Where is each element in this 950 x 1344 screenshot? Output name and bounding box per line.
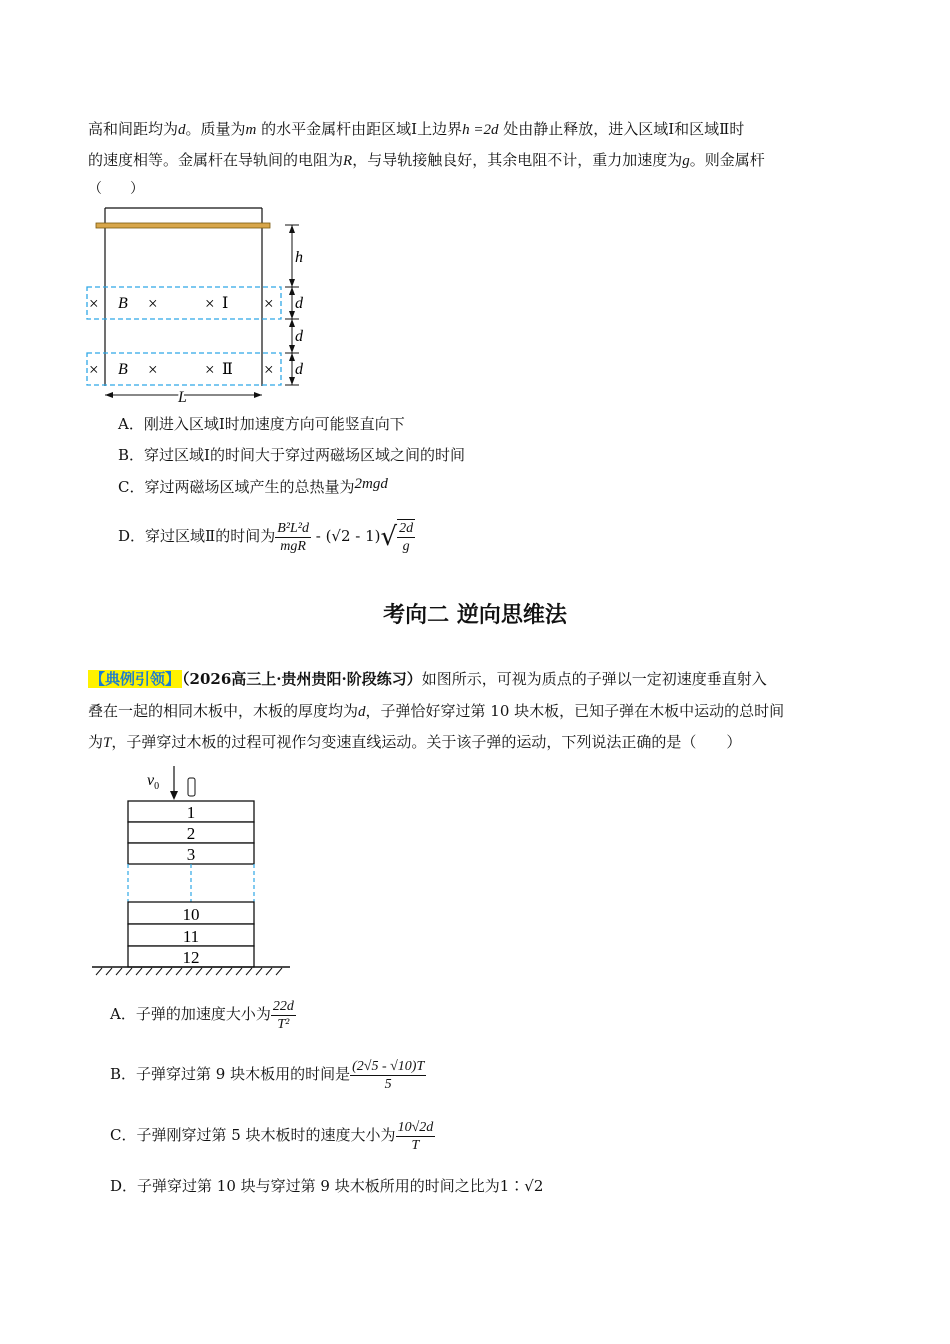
cross-mark: × [89,360,99,379]
cross-mark: × [205,294,215,313]
rail-magnetic-field-figure [84,203,314,403]
region-2-box [87,353,281,385]
bullet [188,778,195,796]
fraction [275,520,311,555]
text: C．穿过两磁场区域产生的总热量为 [118,478,355,496]
var-m: m [245,122,257,138]
denominator: mgR [280,538,306,554]
section-title: 考向二 逆向思维法 [383,603,567,628]
q1-option-d[interactable] [118,514,415,558]
arrow-head [289,279,295,287]
q1-option-b[interactable]: B．穿过区域Ⅰ的时间大于穿过两磁场区域之间的时间 [118,446,465,464]
h-expression: h =2d [462,122,499,138]
math-expression: 1∶√2 [499,1177,544,1195]
q1-answer-blank: （ ） [88,181,144,197]
var-d: d [178,122,186,138]
math-expression: - (√2 - 1) [310,527,381,545]
arrow-head [289,225,295,233]
region-1-box [87,287,281,319]
text: 如图所示，可视为质点的子弹以一定初速度垂直射入 [421,670,767,688]
q1-option-a[interactable]: A．刚进入区域Ⅰ时加速度方向可能竖直向下 [118,415,405,433]
text: D．穿过区域Ⅱ的时间为 [118,527,276,545]
numerator: (2√5 - √10)T [352,1058,425,1074]
arrow-head [105,392,113,398]
cross-mark: × [264,360,274,379]
dimension-d: d [295,328,303,345]
denominator: g [402,539,410,554]
q2-line-2 [88,701,784,722]
cross-mark: × [89,294,99,313]
dimension-d: d [295,361,303,378]
arrow-head [254,392,262,398]
field-label-B: B [118,295,128,312]
text: 的速度相等。金属杆在导轨间的电阻为 [88,151,344,169]
math-expression: 2mgd [354,476,388,492]
fraction [396,1119,436,1154]
text: 。则金属杆 [689,151,765,169]
cross-mark: × [264,294,274,313]
text: A．子弹的加速度大小为 [110,1005,271,1023]
arrow-head [170,791,178,800]
text: 。质量为 [185,120,246,138]
field-label-B: B [118,361,128,378]
metal-rod [96,223,270,228]
numerator: B²L²d [277,520,309,536]
dimension-d: d [295,295,303,312]
dimension-h: h [295,249,303,266]
arrow-head [289,377,295,385]
text: 高和间距均为 [88,120,179,138]
fraction [271,998,296,1033]
board-label: 2 [186,824,196,843]
text: 的水平金属杆由距区域Ⅰ上边界 [256,120,463,138]
var-R: R [343,153,353,169]
q2-option-d[interactable] [110,1176,543,1196]
arrow-head [289,319,295,327]
question-source: （2026高三上·贵州贵阳·阶段练习） [182,670,422,688]
stacked-boards-figure [90,762,295,977]
board-label: 12 [182,948,200,967]
example-tag: 【典例引领】 [90,670,181,688]
q2-option-b[interactable] [110,1052,426,1096]
numerator: 10√2d [397,1119,434,1135]
var-T: T [103,735,112,751]
text: 为 [88,733,104,751]
width-label-L: L [178,389,187,403]
q1-line-2 [88,150,765,171]
region-2-label: Ⅱ [222,361,233,378]
arrow-head [289,311,295,319]
q1-option-c[interactable] [118,477,388,498]
q1-line-1 [88,119,744,140]
text: 叠在一起的相同木板中，木板的厚度均为 [88,702,359,720]
arrow-head [289,353,295,361]
text: ，子弹穿过木板的过程可视作匀变速直线运动。关于该子弹的运动，下列说法正确的是（ ） [111,733,742,751]
board-label: 1 [186,803,196,822]
q2-option-a[interactable] [110,992,296,1036]
numerator: 2d [399,521,414,536]
cross-mark: × [148,360,158,379]
denominator: T [411,1137,420,1153]
sqrt-sign: √ [380,522,398,552]
text: ，子弹恰好穿过第 10 块木板，已知子弹在木板中运动的总时间 [365,702,785,720]
q2-option-c[interactable] [110,1113,435,1157]
numerator: 22d [272,998,294,1014]
arrow-head [289,287,295,295]
region-1-label: Ⅰ [222,295,229,312]
q2-line-1 [88,669,767,689]
text: ，与导轨接触良好，其余电阻不计，重力加速度为 [352,151,683,169]
board-label: 3 [186,845,196,864]
var-g: g [682,153,690,169]
q2-line-3 [88,732,741,753]
var-d: d [358,704,366,720]
text: B．子弹穿过第 9 块木板用的时间是 [110,1065,351,1083]
cross-mark: × [205,360,215,379]
denominator: T² [277,1016,290,1032]
denominator: 5 [384,1076,392,1092]
ground-hatching [96,968,282,975]
text: D．子弹穿过第 10 块与穿过第 9 块木板所用的时间之比为 [110,1177,500,1195]
board-label: 11 [182,927,200,946]
board-label: 10 [182,905,200,924]
v0-label: $v_0$ [147,772,160,792]
cross-mark: × [148,294,158,313]
arrow-head [289,345,295,353]
text: C．子弹刚穿过第 5 块木板时的速度大小为 [110,1126,396,1144]
fraction [350,1058,426,1093]
text: 处由静止释放，进入区域Ⅰ和区域Ⅱ时 [498,120,745,138]
radicand-fraction [397,519,415,555]
